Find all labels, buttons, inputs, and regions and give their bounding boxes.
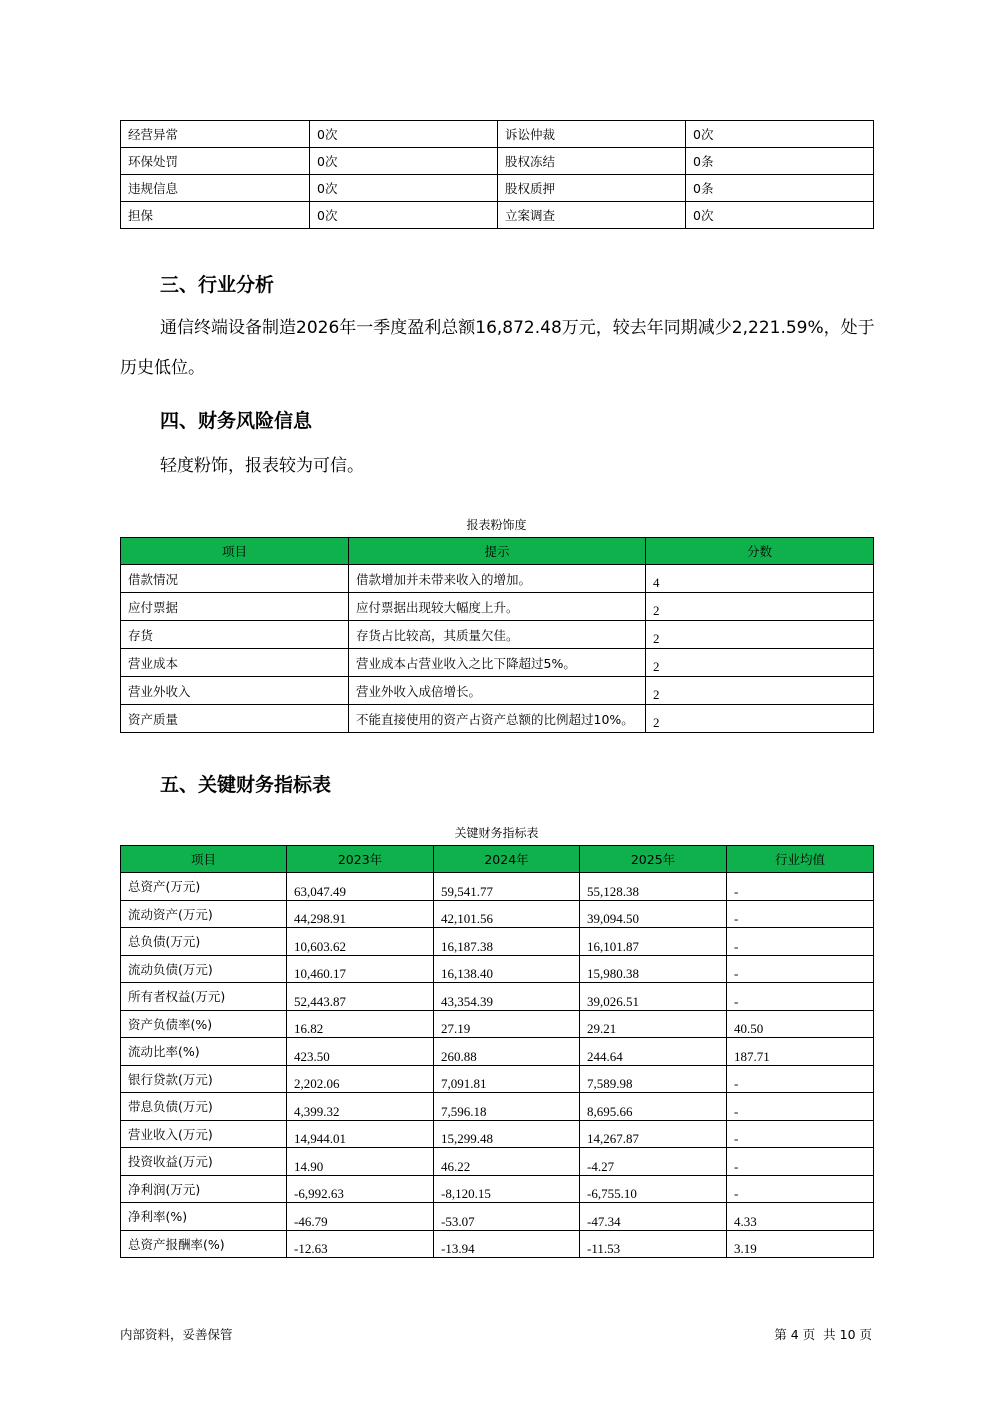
kpi-value: -4.27 [580, 1148, 727, 1176]
kpi-item-label: 流动资产(万元) [121, 900, 287, 928]
kpi-value: 44,298.91 [287, 900, 434, 928]
risk-item-count: 0次 [686, 121, 874, 148]
risk-item-label: 股权冻结 [498, 148, 686, 175]
report-whitewash-table [120, 537, 874, 733]
risk-item-count: 0次 [310, 175, 498, 202]
flag-table-header: 项目 [121, 538, 349, 565]
kpi-item-label: 流动负债(万元) [121, 955, 287, 983]
flag-item: 借款情况 [121, 565, 349, 593]
kpi-value: 16,187.38 [434, 928, 580, 956]
section-3-heading: 三、行业分析 [160, 274, 275, 296]
section-3-paragraph-line1: 通信终端设备制造2026年一季度盈利总额16,872.48万元，较去年同期减少2,221.59%，处于 [160, 318, 875, 338]
flag-item: 营业外收入 [121, 677, 349, 705]
kpi-value: -53.07 [434, 1203, 580, 1231]
risk-item-count: 0条 [686, 148, 874, 175]
kpi-table-header: 2025年 [580, 846, 727, 873]
kpi-value: - [727, 1120, 874, 1148]
kpi-table-row [121, 983, 874, 1011]
kpi-value: 29.21 [580, 1010, 727, 1038]
kpi-value: 14,267.87 [580, 1120, 727, 1148]
flag-table-header: 分数 [646, 538, 874, 565]
kpi-item-label: 投资收益(万元) [121, 1148, 287, 1176]
kpi-value: 3.19 [727, 1230, 874, 1258]
kpi-value: -47.34 [580, 1203, 727, 1231]
risk-row [121, 121, 874, 148]
kpi-value: 46.22 [434, 1148, 580, 1176]
kpi-value: 7,596.18 [434, 1093, 580, 1121]
kpi-value: 260.88 [434, 1038, 580, 1066]
flag-item: 营业成本 [121, 649, 349, 677]
kpi-value: 63,047.49 [287, 873, 434, 901]
risk-item-label: 担保 [121, 202, 310, 229]
flag-table-row [121, 677, 874, 705]
risk-item-label: 立案调查 [498, 202, 686, 229]
kpi-table-row [121, 1093, 874, 1121]
flag-hint: 借款增加并未带来收入的增加。 [349, 565, 646, 593]
flag-score: 4 [646, 565, 874, 593]
footer-confidential-note: 内部资料，妥善保管 [120, 1327, 233, 1342]
kpi-value: 40.50 [727, 1010, 874, 1038]
kpi-value: 39,026.51 [580, 983, 727, 1011]
kpi-item-label: 净利率(%) [121, 1203, 287, 1231]
kpi-value: 16,101.87 [580, 928, 727, 956]
kpi-value: 15,299.48 [434, 1120, 580, 1148]
kpi-table-row [121, 955, 874, 983]
flag-table-row [121, 705, 874, 733]
flag-score: 2 [646, 649, 874, 677]
section-5-heading: 五、关键财务指标表 [160, 774, 332, 796]
kpi-value: -11.53 [580, 1230, 727, 1258]
flag-table-row [121, 649, 874, 677]
kpi-value: 27.19 [434, 1010, 580, 1038]
risk-row [121, 202, 874, 229]
risk-item-label: 股权质押 [498, 175, 686, 202]
kpi-value: 39,094.50 [580, 900, 727, 928]
flag-hint: 营业外收入成倍增长。 [349, 677, 646, 705]
kpi-value: 14.90 [287, 1148, 434, 1176]
kpi-item-label: 流动比率(%) [121, 1038, 287, 1066]
flag-hint: 不能直接使用的资产占资产总额的比例超过10%。 [349, 705, 646, 733]
footer-page-number: 第 4 页 共 10 页 [774, 1327, 872, 1342]
risk-item-count: 0次 [686, 202, 874, 229]
kpi-item-label: 资产负债率(%) [121, 1010, 287, 1038]
risk-item-count: 0条 [686, 175, 874, 202]
risk-item-label: 经营异常 [121, 121, 310, 148]
flag-score: 2 [646, 621, 874, 649]
kpi-table-row [121, 900, 874, 928]
kpi-value: 43,354.39 [434, 983, 580, 1011]
kpi-table-header: 项目 [121, 846, 287, 873]
kpi-value: 4,399.32 [287, 1093, 434, 1121]
kpi-value: 423.50 [287, 1038, 434, 1066]
kpi-value: -46.79 [287, 1203, 434, 1231]
flag-item: 应付票据 [121, 593, 349, 621]
risk-item-label: 诉讼仲裁 [498, 121, 686, 148]
kpi-table-row [121, 1065, 874, 1093]
kpi-value: - [727, 928, 874, 956]
risk-row [121, 148, 874, 175]
kpi-table-caption: 关键财务指标表 [454, 826, 539, 840]
flag-item: 资产质量 [121, 705, 349, 733]
flag-table-header: 提示 [349, 538, 646, 565]
kpi-table-row [121, 928, 874, 956]
flag-table-row [121, 565, 874, 593]
kpi-value: 15,980.38 [580, 955, 727, 983]
kpi-value: - [727, 983, 874, 1011]
kpi-value: 59,541.77 [434, 873, 580, 901]
risk-item-label: 违规信息 [121, 175, 310, 202]
flag-score: 2 [646, 705, 874, 733]
risk-info-table [120, 120, 874, 229]
kpi-item-label: 总负债(万元) [121, 928, 287, 956]
kpi-value: - [727, 900, 874, 928]
risk-item-count: 0次 [310, 121, 498, 148]
kpi-item-label: 总资产报酬率(%) [121, 1230, 287, 1258]
flag-table-row [121, 593, 874, 621]
kpi-value: - [727, 955, 874, 983]
key-financial-indicators-table [120, 845, 874, 1258]
kpi-value: -8,120.15 [434, 1175, 580, 1203]
kpi-value: 14,944.01 [287, 1120, 434, 1148]
flag-item: 存货 [121, 621, 349, 649]
kpi-item-label: 所有者权益(万元) [121, 983, 287, 1011]
kpi-table-row [121, 1148, 874, 1176]
kpi-value: 7,091.81 [434, 1065, 580, 1093]
kpi-value: - [727, 873, 874, 901]
kpi-value: -6,992.63 [287, 1175, 434, 1203]
kpi-table-row [121, 1120, 874, 1148]
flag-table-row [121, 621, 874, 649]
kpi-value: 42,101.56 [434, 900, 580, 928]
kpi-value: 187.71 [727, 1038, 874, 1066]
kpi-value: -13.94 [434, 1230, 580, 1258]
kpi-value: 7,589.98 [580, 1065, 727, 1093]
section-4-heading: 四、财务风险信息 [160, 410, 313, 432]
kpi-value: - [727, 1065, 874, 1093]
kpi-value: -12.63 [287, 1230, 434, 1258]
kpi-value: 2,202.06 [287, 1065, 434, 1093]
kpi-value: 8,695.66 [580, 1093, 727, 1121]
flag-table-caption: 报表粉饰度 [466, 518, 527, 532]
flag-hint: 营业成本占营业收入之比下降超过5%。 [349, 649, 646, 677]
risk-item-count: 0次 [310, 148, 498, 175]
kpi-item-label: 银行贷款(万元) [121, 1065, 287, 1093]
risk-item-label: 环保处罚 [121, 148, 310, 175]
kpi-table-header: 2024年 [434, 846, 580, 873]
kpi-table-row [121, 1175, 874, 1203]
kpi-item-label: 净利润(万元) [121, 1175, 287, 1203]
kpi-value: 244.64 [580, 1038, 727, 1066]
kpi-table-row [121, 873, 874, 901]
kpi-value: - [727, 1148, 874, 1176]
kpi-table-row [121, 1010, 874, 1038]
risk-row [121, 175, 874, 202]
kpi-value: 16,138.40 [434, 955, 580, 983]
kpi-value: 55,128.38 [580, 873, 727, 901]
section-3-paragraph-line2: 历史低位。 [120, 358, 205, 378]
kpi-value: 10,460.17 [287, 955, 434, 983]
kpi-table-row [121, 1203, 874, 1231]
kpi-value: -6,755.10 [580, 1175, 727, 1203]
kpi-item-label: 营业收入(万元) [121, 1120, 287, 1148]
flag-hint: 存货占比较高，其质量欠佳。 [349, 621, 646, 649]
kpi-value: 52,443.87 [287, 983, 434, 1011]
kpi-value: - [727, 1093, 874, 1121]
flag-hint: 应付票据出现较大幅度上升。 [349, 593, 646, 621]
kpi-table-row [121, 1038, 874, 1066]
kpi-value: 4.33 [727, 1203, 874, 1231]
kpi-table-row [121, 1230, 874, 1258]
kpi-value: - [727, 1175, 874, 1203]
kpi-value: 16.82 [287, 1010, 434, 1038]
kpi-item-label: 带息负债(万元) [121, 1093, 287, 1121]
kpi-table-header: 2023年 [287, 846, 434, 873]
section-4-paragraph: 轻度粉饰，报表较为可信。 [160, 456, 364, 476]
kpi-table-header: 行业均值 [727, 846, 874, 873]
flag-score: 2 [646, 593, 874, 621]
risk-item-count: 0次 [310, 202, 498, 229]
kpi-value: 10,603.62 [287, 928, 434, 956]
kpi-item-label: 总资产(万元) [121, 873, 287, 901]
flag-score: 2 [646, 677, 874, 705]
